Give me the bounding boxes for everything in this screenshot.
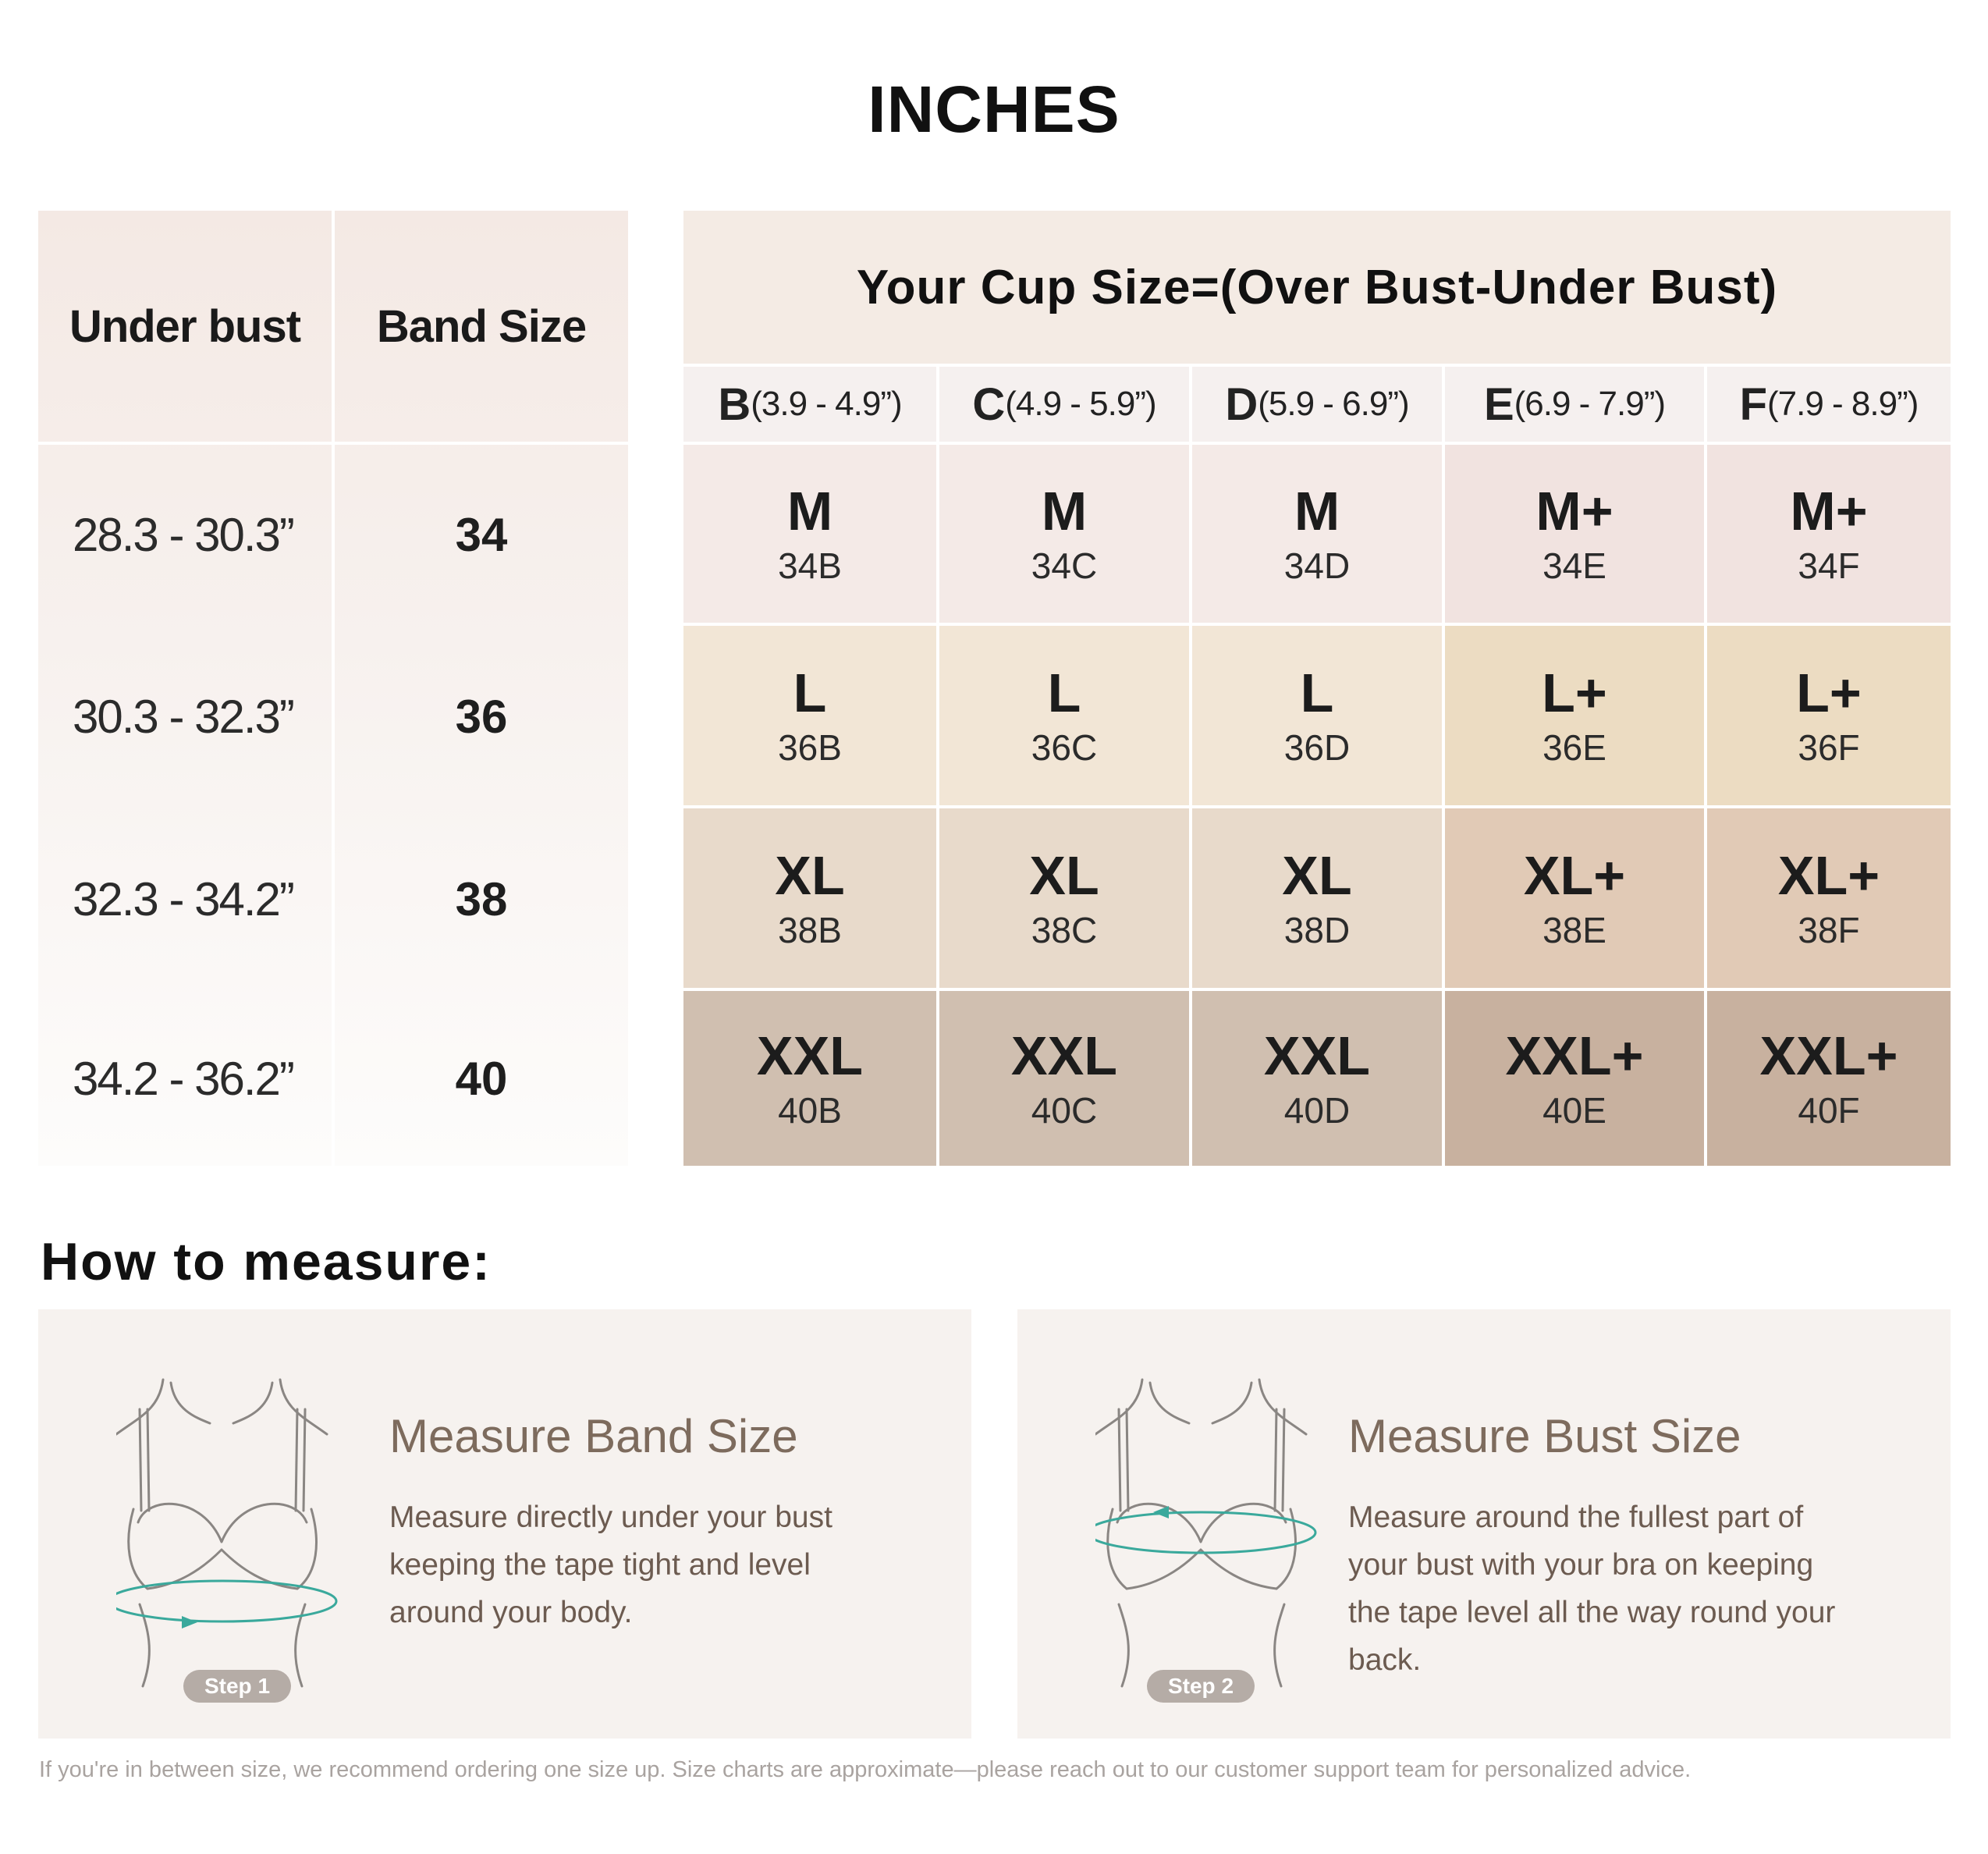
cup-size-cell — [1445, 808, 1704, 988]
bra-size-code: 40E — [1542, 1090, 1606, 1131]
size-label: L — [1300, 662, 1334, 723]
cup-size-cell — [939, 445, 1189, 623]
bra-size-code: 34D — [1283, 545, 1351, 586]
under-bust-table — [38, 211, 628, 1166]
size-label: XL — [775, 845, 845, 906]
cup-column-header — [1707, 367, 1951, 442]
cup-size-cell — [939, 626, 1189, 805]
bra-size-code: 36C — [1031, 727, 1098, 768]
step-description: Measure directly under your bust keeping the tape tight and level around your body. — [389, 1501, 832, 1629]
step-card-band — [38, 1309, 971, 1739]
step-description: Measure around the fullest part of your bust with your bra on keeping the tape level all the way round your back. — [1348, 1501, 1836, 1677]
bra-size-code: 38B — [778, 910, 842, 950]
bra-size-code: 38D — [1283, 910, 1351, 950]
size-label: M+ — [1790, 481, 1868, 542]
step-badge: Step 1 — [183, 1670, 291, 1703]
size-label: M — [786, 481, 833, 542]
cup-size-cell — [1445, 445, 1704, 623]
bra-size-code: 34F — [1798, 545, 1860, 586]
cup-size-cell — [1192, 808, 1442, 988]
step-title: Measure Bust Size — [1348, 1410, 1741, 1462]
cup-letter: C — [972, 378, 1006, 430]
band-size-value: 36 — [455, 690, 508, 743]
cup-size-cell — [1707, 445, 1951, 623]
cup-letter: B — [718, 378, 751, 430]
cup-size-cell — [683, 808, 936, 988]
size-advice-footnote: If you're in between size, we recommend ordering one size up. Size charts are approximate—please reach out to our customer support team for personalized advice. — [39, 1757, 1692, 1782]
under-bust-header: Under bust — [69, 300, 301, 352]
bra-size-code: 36F — [1798, 727, 1860, 768]
bra-size-code: 36D — [1283, 727, 1351, 768]
band-size-header: Band Size — [376, 300, 587, 352]
cup-letter: D — [1225, 378, 1258, 430]
size-label: XXL — [756, 1025, 864, 1086]
cup-size-cell — [1192, 991, 1442, 1166]
bra-size-code: 40F — [1798, 1090, 1860, 1131]
cup-range: (6.9 - 7.9”) — [1514, 385, 1666, 423]
size-label: XL+ — [1777, 845, 1880, 906]
cup-letter: E — [1483, 378, 1514, 430]
size-label: L — [793, 662, 827, 723]
band-size-value: 34 — [455, 508, 508, 561]
cup-size-cell — [1445, 626, 1704, 805]
band-size-value: 40 — [455, 1052, 508, 1105]
size-label: M — [1041, 481, 1088, 542]
bra-size-code: 36E — [1542, 727, 1606, 768]
cup-size-cell — [683, 626, 936, 805]
bra-size-code: 34E — [1542, 545, 1606, 586]
bra-size-code: 34B — [778, 545, 842, 586]
size-label: XL — [1029, 845, 1099, 906]
step-badge: Step 2 — [1147, 1670, 1255, 1703]
size-label: XXL — [1010, 1025, 1118, 1086]
size-label: L+ — [1542, 662, 1607, 723]
under-bust-range: 32.3 - 34.2” — [73, 872, 293, 925]
cup-size-cell — [1192, 626, 1442, 805]
page-title: INCHES — [868, 73, 1120, 146]
bra-size-code: 40D — [1283, 1090, 1351, 1131]
cup-range: (3.9 - 4.9”) — [751, 385, 902, 423]
how-to-measure-title: How to measure: — [41, 1232, 492, 1291]
bra-size-code: 34C — [1031, 545, 1098, 586]
bra-size-code: 38F — [1798, 910, 1860, 950]
size-label: L — [1047, 662, 1081, 723]
size-label: XL+ — [1523, 845, 1626, 906]
cup-column-header — [683, 367, 936, 442]
cup-size-cell — [683, 991, 936, 1166]
size-label: M+ — [1535, 481, 1613, 542]
cup-column-header — [1445, 367, 1704, 442]
cup-size-cell — [939, 808, 1189, 988]
cup-size-cell — [1707, 991, 1951, 1166]
bra-band-measure-icon — [116, 1378, 397, 1690]
under-bust-range: 28.3 - 30.3” — [73, 508, 293, 561]
cup-range: (7.9 - 8.9”) — [1767, 385, 1919, 423]
bra-size-code: 40C — [1031, 1090, 1098, 1131]
size-label: XL — [1282, 845, 1352, 906]
cup-size-cell — [1707, 626, 1951, 805]
bra-size-code: 36B — [778, 727, 842, 768]
size-label: M — [1294, 481, 1340, 542]
step-title: Measure Band Size — [389, 1410, 798, 1462]
under-bust-range: 30.3 - 32.3” — [73, 690, 293, 743]
cup-size-cell — [1192, 445, 1442, 623]
bra-size-code: 40B — [778, 1090, 842, 1131]
bra-size-code: 38C — [1031, 910, 1098, 950]
cup-size-cell — [1707, 808, 1951, 988]
size-label: XXL+ — [1505, 1025, 1644, 1086]
cup-size-table — [683, 211, 1951, 1166]
bra-bust-measure-icon — [1095, 1378, 1376, 1690]
cup-column-header — [1192, 367, 1442, 442]
cup-range: (5.9 - 6.9”) — [1258, 385, 1409, 423]
cup-size-cell — [683, 445, 936, 623]
cup-letter: F — [1739, 378, 1768, 430]
size-label: L+ — [1796, 662, 1862, 723]
size-label: XXL — [1263, 1025, 1371, 1086]
cup-size-cell — [1445, 991, 1704, 1166]
size-label: XXL+ — [1759, 1025, 1898, 1086]
cup-size-cell — [939, 991, 1189, 1166]
cup-column-header — [939, 367, 1189, 442]
bra-size-code: 38E — [1542, 910, 1606, 950]
cup-range: (4.9 - 5.9”) — [1005, 385, 1156, 423]
cup-size-header: Your Cup Size=(Over Bust-Under Bust) — [683, 211, 1951, 364]
band-size-value: 38 — [455, 872, 508, 925]
step-card-bust — [1017, 1309, 1951, 1739]
under-bust-range: 34.2 - 36.2” — [73, 1052, 293, 1105]
